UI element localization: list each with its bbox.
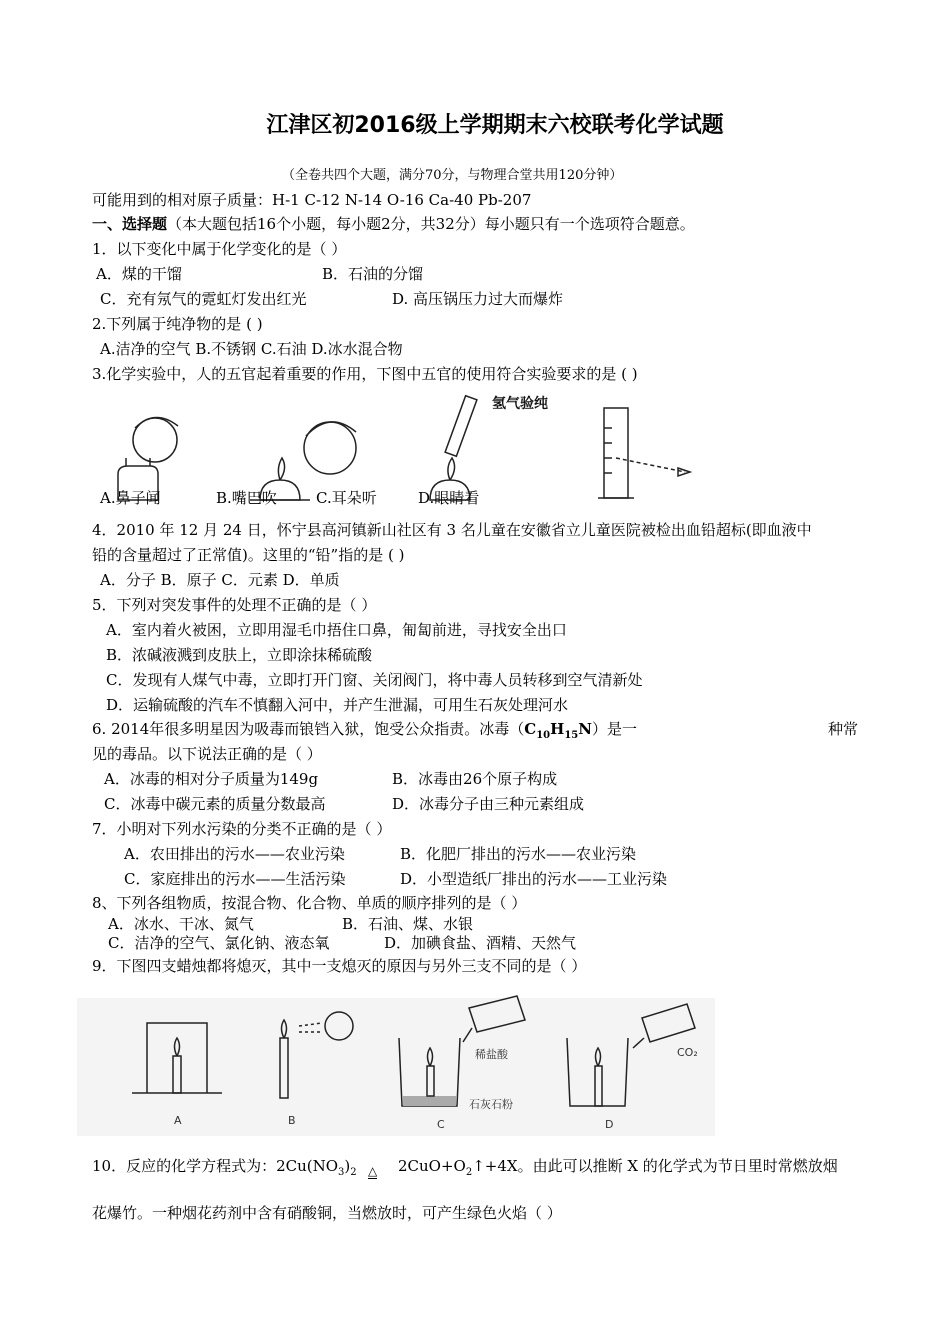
- q3-option-c: C.耳朵听: [316, 489, 377, 507]
- formula-c: C: [524, 720, 537, 738]
- q7-option-d: D．小型造纸厂排出的污水——工业污染: [400, 870, 668, 888]
- q9-figure: [77, 998, 715, 1136]
- q6-option-d: D．冰毒分子由三种元素组成: [392, 795, 585, 813]
- q3-option-d: D.眼睛看: [418, 489, 480, 507]
- formula-h-sub: 15: [564, 730, 579, 741]
- fig-label-a: A: [174, 1114, 182, 1127]
- q6-line1: [92, 719, 637, 746]
- q7-option-c: C．家庭排出的污水——生活污染: [124, 870, 346, 888]
- fig-label-c: C: [437, 1118, 445, 1131]
- exam-subtitle: （全卷共四个大题，满分70分，与物理合堂共用120分钟）: [282, 168, 623, 183]
- q8-stem: 8、下列各组物质，按混合物、化合物、单质的顺序排列的是（ ）: [92, 894, 527, 912]
- q3-stem: 3.化学实验中，人的五官起着重要的作用，下图中五官的使用符合实验要求的是 ( ): [92, 365, 638, 383]
- q3-option-b: B.嘴巴吹: [216, 489, 277, 507]
- section-1-desc: （本大题包括16个小题，每小题2分，共32分）每小题只有一个选项符合题意。: [167, 215, 695, 233]
- q1-option-a: A．煤的干馏: [96, 265, 182, 283]
- q6-formula: [524, 720, 592, 741]
- fig-acid-label: 稀盐酸: [475, 1048, 508, 1061]
- q10-post: 2CuO+O: [398, 1157, 466, 1175]
- q10-end: ↑+4X。由此可以推断 X 的化学式为节日里时常燃放烟: [472, 1157, 838, 1175]
- formula-c-sub: 10: [536, 730, 551, 741]
- q10-line1-left: [92, 1156, 357, 1183]
- q10-line2: 花爆竹。一种烟花药剂中含有硝酸铜，当燃放时，可产生绿色火焰（ ）: [92, 1204, 562, 1222]
- q2-options: A.洁净的空气 B.不锈钢 C.石油 D.冰水混合物: [100, 340, 403, 358]
- q7-option-b: B．化肥厂排出的污水——农业污染: [400, 845, 637, 863]
- q6-line1-tail: 种常: [828, 720, 859, 738]
- eye-read-cylinder-illustration: [598, 408, 690, 498]
- q4-line2: 铅的含量超过了正常值)。这里的“铅”指的是 ( ): [92, 546, 405, 564]
- q7-stem: 7．小明对下列水污染的分类不正确的是（ ）: [92, 820, 392, 838]
- q5-option-c: C．发现有人煤气中毒，立即打开门窗、关闭阀门，将中毒人员转移到空气清新处: [106, 671, 643, 689]
- q10-sub-3: 3: [338, 1167, 345, 1178]
- fig-label-d: D: [605, 1118, 614, 1131]
- q1-option-c: C．充有氖气的霓虹灯发出红光: [100, 290, 307, 308]
- q5-stem: 5．下列对突发事件的处理不正确的是（ ）: [92, 596, 377, 614]
- formula-h: H: [550, 720, 565, 738]
- q6-option-c: C．冰毒中碳元素的质量分数最高: [104, 795, 326, 813]
- q6-line1-post: ）是一: [591, 720, 637, 738]
- q3-fig-caption: 氢气验纯: [492, 396, 548, 412]
- q1-stem: 1．以下变化中属于化学变化的是（ ）: [92, 240, 347, 258]
- q6-option-b: B．冰毒由26个原子构成: [392, 770, 558, 788]
- q2-stem: 2.下列属于纯净物的是 ( ): [92, 315, 263, 333]
- q10-mid: ): [344, 1157, 351, 1175]
- q10-heat-symbol: △: [368, 1164, 378, 1178]
- q1-option-b: B．石油的分馏: [322, 265, 424, 283]
- q5-option-b: B．浓碱液溅到皮肤上，立即涂抹稀硫酸: [106, 646, 373, 664]
- q6-line1-pre: 6. 2014年很多明星因为吸毒而锒铛入狱，饱受公众指责。冰毒（: [92, 720, 525, 738]
- q5-option-a: A．室内着火被困，立即用湿毛巾捂住口鼻，匍匐前进，寻找安全出口: [106, 621, 567, 639]
- q8-option-a: A．冰水、干冰、氮气: [108, 915, 254, 933]
- q8-option-b: B．石油、煤、水银: [342, 915, 474, 933]
- q10-line1-right: [398, 1156, 838, 1183]
- q7-option-a: A．农田排出的污水——农业污染: [124, 845, 345, 863]
- q3-figure: [100, 388, 720, 508]
- q9-stem: 9．下图四支蜡烛都将熄灭，其中一支熄灭的原因与另外三支不同的是（ ）: [92, 957, 587, 975]
- q6-line2: 见的毒品。以下说法正确的是（ ）: [92, 745, 322, 763]
- fig-label-b: B: [288, 1114, 296, 1127]
- q10-pre: 10．反应的化学方程式为：2Cu(NO: [92, 1157, 339, 1175]
- hydrogen-test-illustration: [430, 395, 548, 500]
- q5-option-d: D．运输硫酸的汽车不慎翻入河中，并产生泄漏，可用生石灰处理河水: [106, 696, 569, 714]
- q6-option-a: A．冰毒的相对分子质量为149g: [104, 770, 319, 788]
- fig-co2-label: CO₂: [677, 1046, 698, 1059]
- section-1-heading: 一、选择题: [92, 215, 168, 233]
- q1-option-d: D. 高压锅压力过大而爆炸: [392, 290, 564, 308]
- q10-o-sub: 2: [465, 1167, 473, 1178]
- fig-limestone-label: 石灰石粉: [469, 1098, 513, 1111]
- atomic-masses: 可能用到的相对原子质量：H-1 C-12 N-14 O-16 Ca-40 Pb-207: [92, 191, 532, 209]
- q8-option-d: D．加碘食盐、酒精、天然气: [384, 934, 577, 952]
- q4-line1: 4．2010 年 12 月 24 日，怀宁县高河镇新山社区有 3 名儿童在安徽省立儿童医院被检出血铅超标(即血液中: [92, 521, 812, 539]
- page-title: 江津区初2016级上学期期末六校联考化学试题: [266, 113, 724, 138]
- q4-options: A．分子 B．原子 C．元素 D．单质: [100, 571, 340, 589]
- q10-sub-2: 2: [350, 1167, 357, 1178]
- section-1-header: [92, 214, 695, 234]
- q8-option-c: C．洁净的空气、氯化钠、液态氧: [108, 934, 330, 952]
- formula-n: N: [578, 720, 592, 738]
- q3-option-a: A.鼻子闻: [100, 489, 161, 507]
